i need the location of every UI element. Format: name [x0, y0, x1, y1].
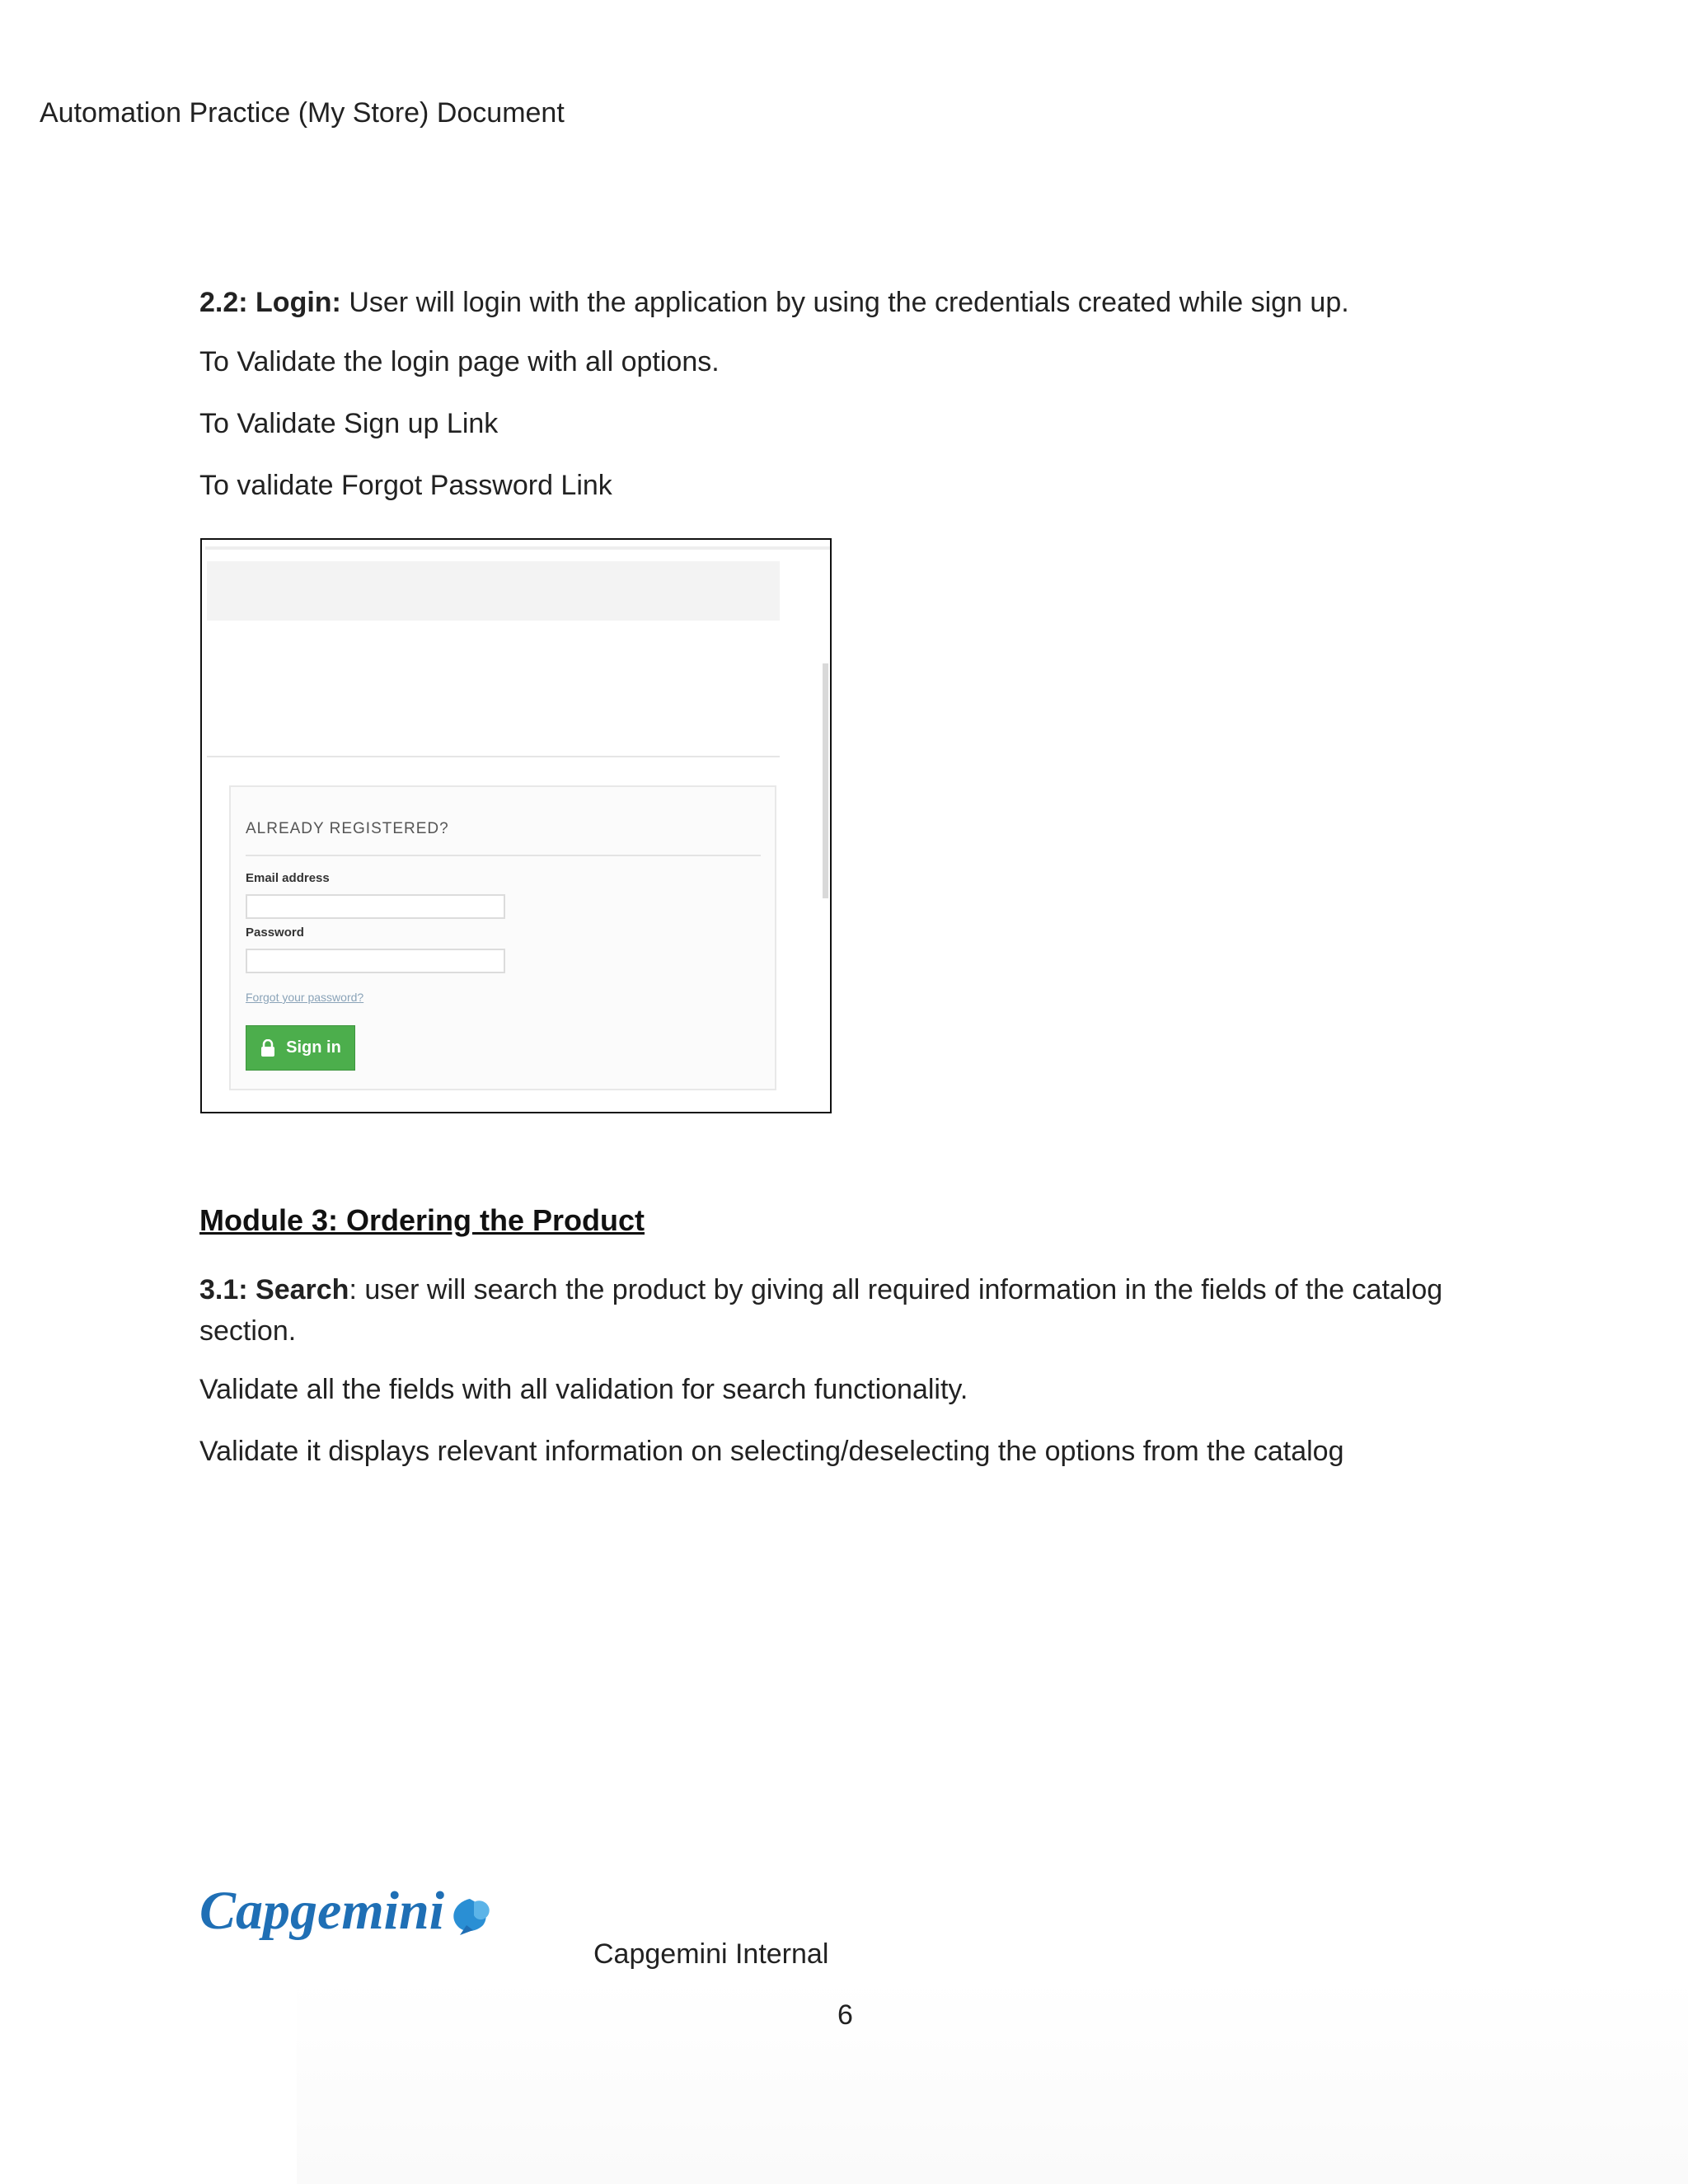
classification-label: Capgemini Internal: [593, 1938, 829, 1970]
page-number: 6: [837, 1999, 853, 2031]
search-section-intro: [199, 1269, 1485, 1352]
login-heading: 2.2: Login:: [199, 287, 341, 318]
login-page-screenshot: [200, 538, 832, 1113]
logo-wordmark: Capgemini: [199, 1881, 445, 1941]
login-intro-text: User will login with the application by using the credentials created while sign up.: [349, 287, 1349, 318]
sign-in-label: Sign in: [286, 1038, 341, 1057]
password-field[interactable]: [246, 949, 505, 973]
login-panel-divider: [246, 855, 761, 856]
login-panel: [229, 785, 776, 1090]
email-field[interactable]: [246, 894, 505, 919]
screenshot-scrollbar: [823, 663, 828, 898]
email-label: Email address: [246, 871, 330, 885]
footer-background: [297, 1978, 1688, 2184]
login-point-1: To Validate the login page with all options.: [199, 346, 720, 377]
search-point-2: Validate it displays relevant information on selecting/deselecting the options from the catalog: [199, 1436, 1344, 1467]
screenshot-top-border: [205, 546, 830, 550]
sign-in-button[interactable]: [246, 1025, 355, 1071]
search-point-1: Validate all the fields with all validation for search functionality.: [199, 1374, 968, 1405]
search-heading: 3.1: Search: [199, 1274, 349, 1305]
login-panel-title: ALREADY REGISTERED?: [246, 820, 449, 837]
password-label: Password: [246, 926, 304, 940]
capgemini-logo: [198, 1871, 499, 1961]
screenshot-divider: [207, 756, 780, 757]
login-point-3: To validate Forgot Password Link: [199, 470, 612, 501]
lock-icon: [260, 1039, 276, 1057]
module-3-title: Module 3: Ordering the Product: [199, 1203, 645, 1237]
document-header: Automation Practice (My Store) Document: [40, 97, 565, 129]
login-point-2: To Validate Sign up Link: [199, 408, 499, 439]
spade-icon: [453, 1899, 489, 1935]
login-section-intro: [199, 282, 1485, 323]
search-intro-text: : user will search the product by giving all required information in the fields of the catalog section.: [199, 1274, 1443, 1347]
screenshot-header-bar: [207, 561, 780, 621]
forgot-password-link[interactable]: Forgot your password?: [246, 991, 364, 1004]
